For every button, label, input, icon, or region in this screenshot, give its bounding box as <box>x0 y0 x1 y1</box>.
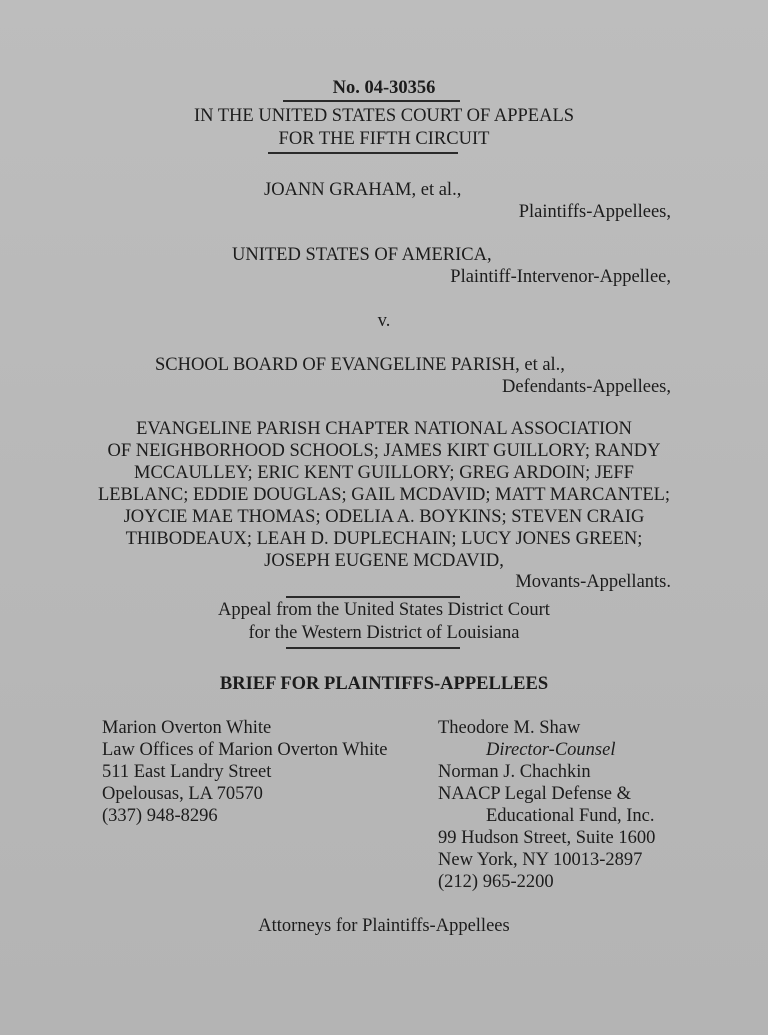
court-underline <box>268 152 458 154</box>
counsel-right-address-2: New York, NY 10013-2897 <box>438 850 643 870</box>
movants-line-6: THIBODEAUX; LEAH D. DUPLECHAIN; LUCY JONES GREEN; <box>125 529 643 549</box>
versus: v. <box>377 311 391 331</box>
movants-line-5: JOYCIE MAE THOMAS; ODELIA A. BOYKINS; STEVEN CRAIG <box>123 507 645 527</box>
appeal-line-1: Appeal from the United States District Court <box>218 600 550 620</box>
movants-line-4: LEBLANC; EDDIE DOUGLAS; GAIL MCDAVID; MATT MARCANTEL; <box>97 485 671 505</box>
court-name-line-1: IN THE UNITED STATES COURT OF APPEALS <box>193 106 575 126</box>
counsel-left-line-5: (337) 948-8296 <box>102 806 218 826</box>
appeal-bottom-rule <box>286 647 460 649</box>
movants-line-1: EVANGELINE PARISH CHAPTER NATIONAL ASSOCIATION <box>136 419 632 439</box>
intervenor-role: Plaintiff-Intervenor-Appellee, <box>450 267 671 287</box>
counsel-left-line-4: Opelousas, LA 70570 <box>102 784 263 804</box>
counsel-right-title-1: Director-Counsel <box>486 740 616 760</box>
movants-line-3: MCCAULLEY; ERIC KENT GUILLORY; GREG ARDOIN; JEFF <box>134 463 634 483</box>
defendants-name: SCHOOL BOARD OF EVANGELINE PARISH, et al., <box>155 355 565 375</box>
defendants-role: Defendants-Appellees, <box>501 377 671 397</box>
counsel-left-line-3: 511 East Landry Street <box>102 762 272 782</box>
docket-underline <box>283 100 460 102</box>
counsel-right-name-2: Norman J. Chachkin <box>438 762 591 782</box>
counsel-right-address-1: 99 Hudson Street, Suite 1600 <box>438 828 656 848</box>
plaintiffs-name: JOANN GRAHAM, et al., <box>264 180 462 200</box>
court-name-line-2: FOR THE FIFTH CIRCUIT <box>278 129 490 149</box>
docket-number: No. 04-30356 <box>332 78 436 98</box>
appeal-line-2: for the Western District of Louisiana <box>248 623 520 643</box>
attorneys-for: Attorneys for Plaintiffs-Appellees <box>258 916 510 936</box>
movants-role: Movants-Appellants. <box>515 572 671 592</box>
appeal-top-rule <box>286 596 460 598</box>
movants-line-2: OF NEIGHBORHOOD SCHOOLS; JAMES KIRT GUILLORY; RANDY <box>107 441 661 461</box>
counsel-right-org-2: Educational Fund, Inc. <box>486 806 655 826</box>
plaintiffs-role: Plaintiffs-Appellees, <box>518 202 671 222</box>
counsel-right-phone: (212) 965-2200 <box>438 872 554 892</box>
counsel-left-line-2: Law Offices of Marion Overton White <box>102 740 388 760</box>
movants-line-7: JOSEPH EUGENE MCDAVID, <box>264 551 504 571</box>
counsel-right-org-1: NAACP Legal Defense & <box>438 784 632 804</box>
intervenor-name: UNITED STATES OF AMERICA, <box>232 245 492 265</box>
counsel-left-line-1: Marion Overton White <box>102 718 272 738</box>
counsel-right-name-1: Theodore M. Shaw <box>438 718 581 738</box>
brief-title: BRIEF FOR PLAINTIFFS-APPELLEES <box>219 674 549 694</box>
